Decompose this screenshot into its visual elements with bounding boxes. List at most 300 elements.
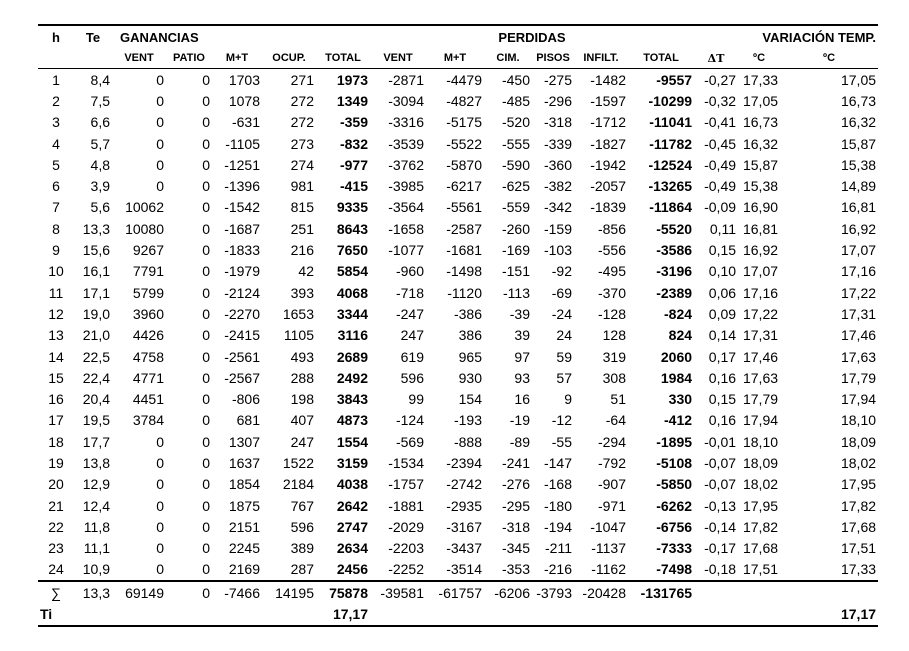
table-cell: -450 xyxy=(501,71,530,88)
table-cell: -960 xyxy=(395,263,424,280)
table-cell: 981 xyxy=(290,178,314,195)
table-cell: 1854 xyxy=(228,476,260,493)
table-cell: 18,10 xyxy=(742,433,779,450)
table-cell: 0 xyxy=(202,114,210,131)
table-cell: 17,16 xyxy=(742,284,779,301)
table-cell: 17,94 xyxy=(840,391,877,408)
table-cell: -159 xyxy=(543,220,572,237)
data-rows xyxy=(38,69,878,582)
table-cell: 17,51 xyxy=(742,561,779,578)
table-cell: -5175 xyxy=(446,114,482,131)
table-cell: -11041 xyxy=(649,114,693,131)
table-cell: -339 xyxy=(543,135,572,152)
table-cell: 393 xyxy=(290,284,314,301)
table-cell: 0 xyxy=(156,540,164,557)
table-cell: -3316 xyxy=(388,114,424,131)
table-cell: 386 xyxy=(458,327,482,344)
table-cell: 3344 xyxy=(336,305,368,322)
table-cell: 13,8 xyxy=(82,454,110,471)
table-cell: -1498 xyxy=(446,263,482,280)
table-cell: 7791 xyxy=(132,263,164,280)
table-cell: 0,10 xyxy=(708,263,737,280)
table-row xyxy=(38,133,878,154)
table-cell: -4479 xyxy=(446,71,482,88)
table-cell: -5561 xyxy=(446,199,482,216)
table-cell: 14,89 xyxy=(840,178,877,195)
table-cell: 6,6 xyxy=(90,114,110,131)
table-cell: -168 xyxy=(543,476,572,493)
table-cell: 17,63 xyxy=(742,369,779,386)
sum-cell xyxy=(738,581,780,603)
table-cell: 1984 xyxy=(660,369,693,386)
table-cell: 2060 xyxy=(660,348,693,365)
table-cell: -824 xyxy=(664,305,693,322)
table-cell: 18,10 xyxy=(840,412,877,429)
table-cell: 17,51 xyxy=(840,540,877,557)
table-cell: 16 xyxy=(48,391,64,408)
table-cell: 99 xyxy=(408,391,424,408)
table-cell: -1658 xyxy=(388,220,424,237)
subheader-cell: CIM. xyxy=(484,48,532,69)
table-cell: -124 xyxy=(395,412,424,429)
table-cell: 0 xyxy=(202,433,210,450)
table-cell: -0,01 xyxy=(704,433,737,450)
table-cell: -977 xyxy=(339,156,368,173)
table-cell: 128 xyxy=(602,327,626,344)
table-cell: 3159 xyxy=(336,454,368,471)
table-cell: 0 xyxy=(202,263,210,280)
table-cell: -1120 xyxy=(447,284,482,301)
table-cell: 0 xyxy=(202,92,210,109)
table-cell: -1979 xyxy=(224,263,260,280)
table-cell: 17,31 xyxy=(840,305,877,322)
sum-cell: 69149 xyxy=(112,581,166,603)
table-cell: -2029 xyxy=(388,518,424,535)
table-cell: -1105 xyxy=(225,135,260,152)
table-cell: 4873 xyxy=(336,412,368,429)
table-cell: 0 xyxy=(202,220,210,237)
table-cell: 0,16 xyxy=(708,412,737,429)
table-cell: 0 xyxy=(202,369,210,386)
table-cell: -12524 xyxy=(648,156,693,173)
table-cell: 493 xyxy=(290,348,314,365)
table-cell: 7650 xyxy=(336,242,368,259)
table-cell: 19,0 xyxy=(82,305,110,322)
header-ganancias: GANANCIAS xyxy=(112,25,262,48)
table-cell: 0 xyxy=(202,305,210,322)
table-cell: 0 xyxy=(156,433,164,450)
table-cell: -151 xyxy=(501,263,530,280)
table-cell: -556 xyxy=(597,242,626,259)
table-cell: 12,9 xyxy=(82,476,110,493)
table-cell: 287 xyxy=(290,561,314,578)
table-cell: -360 xyxy=(543,156,572,173)
table-row xyxy=(38,175,878,196)
table-cell: 0,15 xyxy=(708,391,737,408)
table-row xyxy=(38,197,878,218)
subheader-cell: M+T xyxy=(212,48,262,69)
table-cell: 271 xyxy=(290,71,314,88)
table-cell: 247 xyxy=(290,433,314,450)
table-cell: -590 xyxy=(501,156,530,173)
table-cell: 824 xyxy=(668,327,693,344)
table-cell: 0 xyxy=(202,561,210,578)
table-cell: 596 xyxy=(290,518,314,535)
table-cell: -0,27 xyxy=(704,71,737,88)
table-cell: 9335 xyxy=(336,199,368,216)
table-row xyxy=(38,325,878,346)
table-cell: 15,38 xyxy=(840,156,877,173)
table-cell: 17,82 xyxy=(840,497,877,514)
table-cell: -0,17 xyxy=(704,540,737,557)
table-cell: 0 xyxy=(202,71,210,88)
table-cell: 4451 xyxy=(132,391,164,408)
table-cell: -69 xyxy=(551,284,572,301)
table-cell: -64 xyxy=(605,412,626,429)
table-cell: -0,09 xyxy=(704,199,737,216)
table-cell: 1349 xyxy=(336,92,368,109)
table-cell: -294 xyxy=(597,433,626,450)
sum-cell: 14195 xyxy=(262,581,316,603)
subheader-cell: ºC xyxy=(780,48,878,69)
sum-cell xyxy=(780,581,878,603)
table-cell: -5850 xyxy=(656,476,693,493)
table-cell: 42 xyxy=(298,263,314,280)
sum-cell: 13,3 xyxy=(74,581,112,603)
table-cell: -19 xyxy=(509,412,530,429)
table-cell: -2871 xyxy=(388,71,424,88)
table-cell: -5108 xyxy=(656,454,693,471)
table-cell: 0 xyxy=(202,135,210,152)
table-cell: -0,41 xyxy=(704,114,737,131)
table-cell: 7,5 xyxy=(90,92,110,109)
table-cell: 23 xyxy=(48,540,64,557)
table-cell: -569 xyxy=(395,433,424,450)
table-cell: 8 xyxy=(52,220,60,237)
table-cell: -345 xyxy=(501,540,530,557)
table-row xyxy=(38,282,878,303)
table-cell: -113 xyxy=(503,284,530,301)
table-cell: -296 xyxy=(543,92,572,109)
table-cell: 216 xyxy=(290,242,314,259)
table-cell: 17,79 xyxy=(840,369,877,386)
table-cell: 17,46 xyxy=(742,348,779,365)
table-cell: 0 xyxy=(202,476,210,493)
table-cell: -180 xyxy=(543,497,572,514)
table-cell: 10 xyxy=(48,263,64,280)
table-cell: -2252 xyxy=(388,561,424,578)
header-row-top xyxy=(38,25,878,48)
table-cell: 0 xyxy=(156,497,164,514)
table-cell: 7 xyxy=(52,199,60,216)
sum-row xyxy=(38,581,878,603)
table-cell: 1637 xyxy=(228,454,260,471)
table-cell: 9 xyxy=(564,391,572,408)
table-cell: 1875 xyxy=(228,497,260,514)
table-cell: 17,05 xyxy=(742,92,779,109)
table-cell: 1703 xyxy=(228,71,260,88)
table-cell: 11,8 xyxy=(83,518,110,535)
table-cell: 10080 xyxy=(125,220,164,237)
table-cell: 15,6 xyxy=(82,242,110,259)
table-cell: -211 xyxy=(545,540,572,557)
table-cell: -3094 xyxy=(388,92,424,109)
table-cell: -1839 xyxy=(590,199,626,216)
sum-symbol: ∑ xyxy=(38,581,74,603)
table-cell: -856 xyxy=(597,220,626,237)
table-row xyxy=(38,69,878,91)
table-cell: 0 xyxy=(156,476,164,493)
table-cell: -1895 xyxy=(656,433,693,450)
table-cell: 0,16 xyxy=(708,369,737,386)
table-cell: 17,05 xyxy=(840,71,877,88)
table-cell: 3,9 xyxy=(90,178,110,195)
table-cell: 17,68 xyxy=(742,540,779,557)
table-cell: 2689 xyxy=(336,348,368,365)
table-cell: 57 xyxy=(556,369,572,386)
table-cell: 22,4 xyxy=(82,369,110,386)
table-cell: -10299 xyxy=(648,92,693,109)
table-cell: -193 xyxy=(453,412,482,429)
table-cell: 15,87 xyxy=(742,156,779,173)
table-cell: 10062 xyxy=(125,199,164,216)
table-cell: 13,3 xyxy=(82,220,110,237)
table-row xyxy=(38,261,878,282)
sum-cell: -131765 xyxy=(628,581,694,603)
table-cell: -55 xyxy=(551,433,572,450)
table-cell: 247 xyxy=(400,327,424,344)
table-cell: 0 xyxy=(202,518,210,535)
table-cell: -1047 xyxy=(590,518,626,535)
table-cell: -13265 xyxy=(648,178,693,195)
table-cell: 18,02 xyxy=(742,476,779,493)
table-cell: -0,49 xyxy=(704,178,737,195)
table-cell: -169 xyxy=(501,242,530,259)
table-cell: 12 xyxy=(48,305,64,322)
table-cell: -276 xyxy=(501,476,530,493)
table-cell: -92 xyxy=(551,263,572,280)
table-cell: 11,1 xyxy=(83,540,110,557)
table-cell: -1534 xyxy=(388,454,424,471)
table-cell: 767 xyxy=(290,497,314,514)
table-cell: -241 xyxy=(501,454,530,471)
table-cell: 2 xyxy=(52,92,60,109)
subheader-cell: ºC xyxy=(738,48,780,69)
table-cell: 17,33 xyxy=(840,561,877,578)
ti-total-gain: 17,17 xyxy=(316,603,370,625)
table-cell: -3985 xyxy=(388,178,424,195)
table-cell: -247 xyxy=(395,305,424,322)
table-cell: -3196 xyxy=(656,263,693,280)
table-cell: 0,09 xyxy=(708,305,737,322)
table-cell: -5520 xyxy=(656,220,693,237)
table-cell: 3 xyxy=(52,114,60,131)
table-cell: -103 xyxy=(543,242,572,259)
table-cell: 15,87 xyxy=(840,135,877,152)
table-cell: 2747 xyxy=(336,518,368,535)
sum-cell: -61757 xyxy=(426,581,484,603)
table-cell: -1542 xyxy=(224,199,260,216)
table-cell: 21,0 xyxy=(82,327,110,344)
table-cell: 1522 xyxy=(282,454,314,471)
table-cell: 1554 xyxy=(336,433,368,450)
sum-cell: -3793 xyxy=(532,581,574,603)
table-cell: 15,38 xyxy=(742,178,779,195)
table-cell: 2184 xyxy=(282,476,314,493)
table-cell: 8643 xyxy=(336,220,368,237)
sum-cell: -6206 xyxy=(484,581,532,603)
table-cell: 15 xyxy=(48,369,64,386)
table-row xyxy=(38,431,878,452)
table-cell: 1105 xyxy=(283,327,314,344)
table-cell: -2935 xyxy=(446,497,482,514)
table-cell: 20 xyxy=(48,476,64,493)
table-cell: 1078 xyxy=(228,92,260,109)
table-cell: 16,73 xyxy=(742,114,779,131)
table-cell: 17,33 xyxy=(742,71,779,88)
table-cell: 17,16 xyxy=(840,263,877,280)
table-cell: 18,02 xyxy=(840,454,877,471)
table-cell: 5 xyxy=(52,156,60,173)
table-cell: 0 xyxy=(202,156,210,173)
table-cell: 330 xyxy=(668,391,693,408)
table-cell: 0 xyxy=(156,178,164,195)
subheader-cell: ΔT xyxy=(694,48,738,69)
table-cell: 11 xyxy=(48,284,64,301)
table-cell: -2561 xyxy=(224,348,260,365)
table-cell: -2587 xyxy=(446,220,482,237)
table-cell: 4771 xyxy=(132,369,164,386)
table-cell: -2057 xyxy=(590,178,626,195)
subheader-cell: TOTAL xyxy=(628,48,694,69)
table-cell: -0,14 xyxy=(704,518,737,535)
subheader-cell: VENT xyxy=(112,48,166,69)
table-cell: 274 xyxy=(290,156,314,173)
table-cell: 17,31 xyxy=(742,327,779,344)
table-cell: 22 xyxy=(48,518,64,535)
table-cell: 17,95 xyxy=(840,476,877,493)
table-cell: -12 xyxy=(551,412,572,429)
table-cell: 3116 xyxy=(337,327,368,344)
table-cell: 4,8 xyxy=(90,156,110,173)
table-cell: -0,07 xyxy=(704,454,737,471)
table-cell: 19 xyxy=(48,454,64,471)
table-cell: 3843 xyxy=(336,391,368,408)
table-cell: -4827 xyxy=(446,92,482,109)
table-cell: 17,7 xyxy=(82,433,110,450)
table-cell: -555 xyxy=(501,135,530,152)
table-cell: -3586 xyxy=(656,242,693,259)
table-cell: 4426 xyxy=(132,327,164,344)
table-cell: 0,14 xyxy=(708,327,737,344)
table-row xyxy=(38,474,878,495)
table-cell: -792 xyxy=(597,454,626,471)
table-cell: -0,18 xyxy=(704,561,737,578)
table-cell: 17 xyxy=(48,412,64,429)
table-cell: -3564 xyxy=(388,199,424,216)
table-cell: 1973 xyxy=(336,71,368,88)
table-cell: -3539 xyxy=(388,135,424,152)
table-cell: 0 xyxy=(202,412,210,429)
table-cell: -1687 xyxy=(224,220,260,237)
table-cell: -39 xyxy=(509,305,530,322)
subheader-cell: TOTAL xyxy=(316,48,370,69)
table-cell: 308 xyxy=(602,369,626,386)
table-cell: -1162 xyxy=(591,561,626,578)
table-cell: -5522 xyxy=(446,135,482,152)
table-cell: 16,73 xyxy=(840,92,877,109)
table-cell: 18 xyxy=(48,433,64,450)
table-cell: 0 xyxy=(156,156,164,173)
table-cell: 17,94 xyxy=(742,412,779,429)
subheader-cell: PATIO xyxy=(166,48,212,69)
table-cell: -559 xyxy=(501,199,530,216)
table-cell: -888 xyxy=(453,433,482,450)
table-cell: 272 xyxy=(290,92,314,109)
ti-row xyxy=(38,603,878,625)
table-cell: -318 xyxy=(501,518,530,535)
table-cell: -1942 xyxy=(590,156,626,173)
subheader-cell: PISOS xyxy=(532,48,574,69)
table-row xyxy=(38,90,878,111)
table-cell: -2389 xyxy=(656,284,693,301)
table-cell: -342 xyxy=(543,199,572,216)
table-cell: -3514 xyxy=(446,561,482,578)
table-cell: -6756 xyxy=(656,518,693,535)
table-cell: -1712 xyxy=(590,114,626,131)
table-cell: -412 xyxy=(664,412,693,429)
table-cell: 273 xyxy=(290,135,314,152)
table-cell: -3167 xyxy=(446,518,482,535)
table-cell: 12,4 xyxy=(82,497,110,514)
table-cell: -718 xyxy=(395,284,424,301)
sum-cell xyxy=(694,581,738,603)
table-cell: 0 xyxy=(202,178,210,195)
table-cell: 198 xyxy=(290,391,314,408)
table-row xyxy=(38,154,878,175)
table-cell: -5870 xyxy=(446,156,482,173)
table-cell: 4038 xyxy=(336,476,368,493)
table-cell: -3762 xyxy=(388,156,424,173)
table-cell: -24 xyxy=(551,305,572,322)
table-cell: -1827 xyxy=(590,135,626,152)
table-cell: 51 xyxy=(610,391,626,408)
table-row xyxy=(38,346,878,367)
sum-cell: 0 xyxy=(166,581,212,603)
table-cell: 2169 xyxy=(228,561,260,578)
table-cell: -147 xyxy=(543,454,572,471)
table-cell: -9557 xyxy=(656,71,693,88)
table-cell: 17,1 xyxy=(82,284,110,301)
table-row xyxy=(38,559,878,581)
table-row xyxy=(38,538,878,559)
table-cell: -0,13 xyxy=(704,497,737,514)
table-cell: 5,6 xyxy=(90,199,110,216)
table-cell: -1833 xyxy=(224,242,260,259)
table-cell: 0 xyxy=(202,284,210,301)
table-row xyxy=(38,410,878,431)
table-cell: 2634 xyxy=(336,540,368,557)
table-cell: -1137 xyxy=(591,540,626,557)
sum-cell: -7466 xyxy=(212,581,262,603)
table-cell: 16,32 xyxy=(840,114,877,131)
table-cell: -1757 xyxy=(388,476,424,493)
table-cell: 1653 xyxy=(282,305,314,322)
table-cell: 0 xyxy=(202,199,210,216)
table-cell: 0 xyxy=(202,327,210,344)
table-cell: 815 xyxy=(290,199,314,216)
table-cell: 1307 xyxy=(228,433,260,450)
